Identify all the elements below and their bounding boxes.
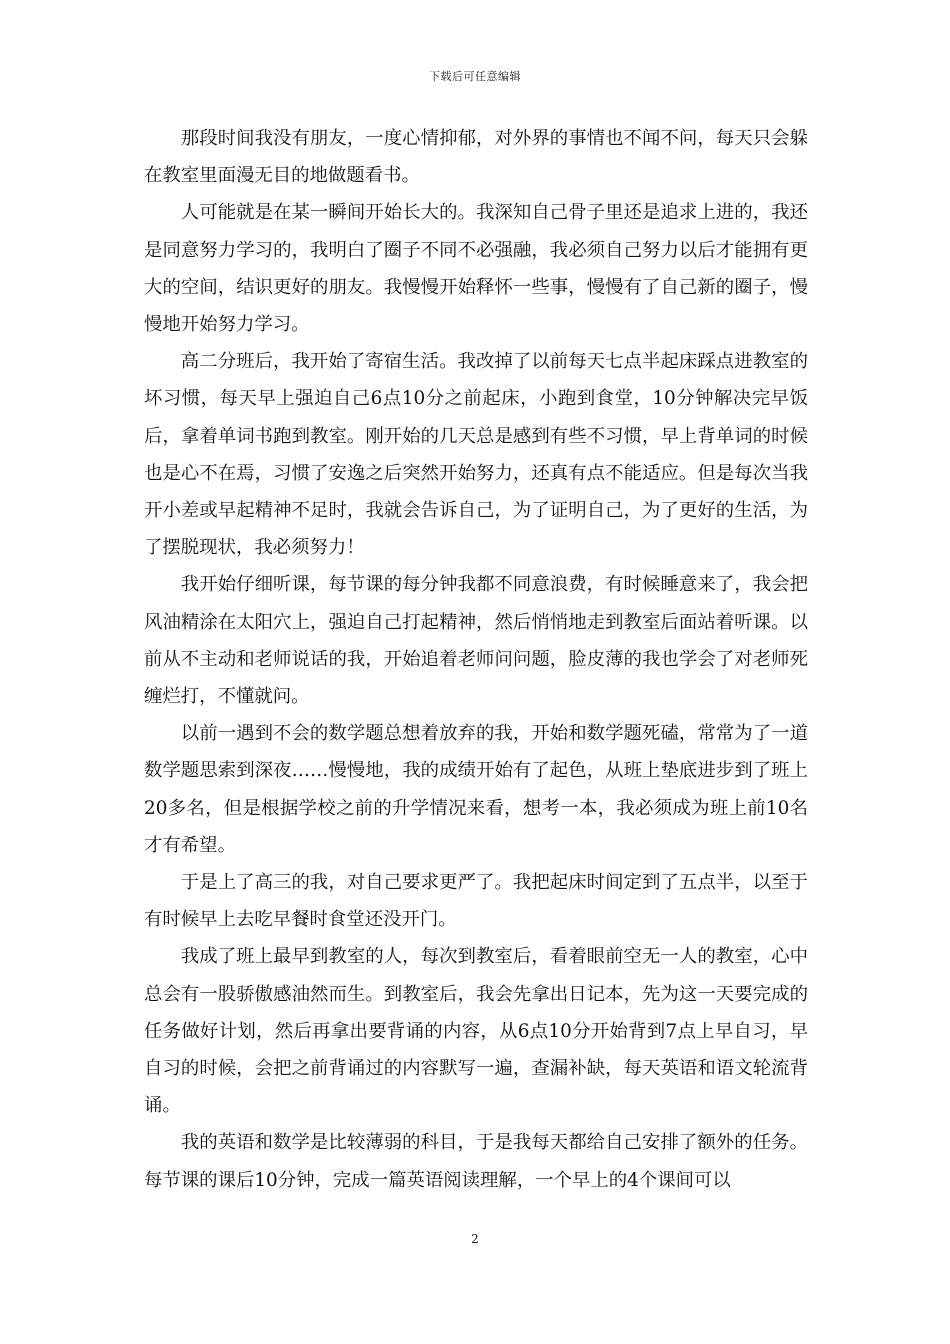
paragraph-5: 以前一遇到不会的数学题总想着放弃的我，开始和数学题死磕，常常为了一道数学题思索到深夜……慢慢地，我的成绩开始有了起色，从班上垫底进步到了班上20多名，但是根据学校之前的升学情况来看，想考一本，我必须成为班上前10名才有希望。 (144, 723, 808, 856)
paragraph-3: 高二分班后，我开始了寄宿生活。我改掉了以前每天七点半起床踩点进教室的坏习惯，每天早上强迫自己6点10分之前起床，小跑到食堂，10分钟解决完早饭后，拿着单词书跑到教室。刚开始的几天总是感到有些不习惯，早上背单词的时候也是心不在焉，习惯了安逸之后突然开始努力，还真有点不能适应。但是每次当我开小差或早起精神不足时，我就会告诉自己，为了证明自己，为了更好的生活，为了摆脱现状，我必须努力！ (144, 351, 808, 559)
paragraph-1: 那段时间我没有朋友，一度心情抑郁，对外界的事情也不闻不问，每天只会躲在教室里面漫无目的地做题看书。 (144, 128, 808, 187)
paragraph-4: 我开始仔细听课，每节课的每分钟我都不同意浪费，有时候睡意来了，我会把风油精涂在太阳穴上，强迫自己打起精神，然后悄悄地走到教室后面站着听课。以前从不主动和老师说话的我，开始追着老师问问题，脸皮薄的我也学会了对老师死缠烂打，不懂就问。 (144, 574, 808, 708)
paragraph-7: 我成了班上最早到教室的人，每次到教室后，看着眼前空无一人的教室，心中总会有一股骄傲感油然而生。到教室后，我会先拿出日记本，先为这一天要完成的任务做好计划，然后再拿出要背诵的内容，从6点10分开始背到7点上早自习，早自习的时候，会把之前背诵过的内容默写一遍，查漏补缺，每天英语和语文轮流背诵。 (144, 946, 808, 1117)
page-header: 下载后可任意编辑 (429, 70, 521, 83)
paragraph-6: 于是上了高三的我，对自己要求更严了。我把起床时间定到了五点半，以至于有时候早上去吃早餐时食堂还没开门。 (144, 872, 808, 931)
page-number: 2 (471, 1232, 479, 1246)
paragraph-2: 人可能就是在某一瞬间开始长大的。我深知自己骨子里还是追求上进的，我还是同意努力学习的，我明白了圈子不同不必强融，我必须自己努力以后才能拥有更大的空间，结识更好的朋友。我慢慢开始释怀一些事，慢慢有了自己新的圈子，慢慢地开始努力学习。 (144, 202, 808, 336)
document-body (144, 120, 808, 1199)
paragraph-8: 我的英语和数学是比较薄弱的科目，于是我每天都给自己安排了额外的任务。每节课的课后10分钟，完成一篇英语阅读理解，一个早上的4个课间可以 (144, 1132, 808, 1191)
